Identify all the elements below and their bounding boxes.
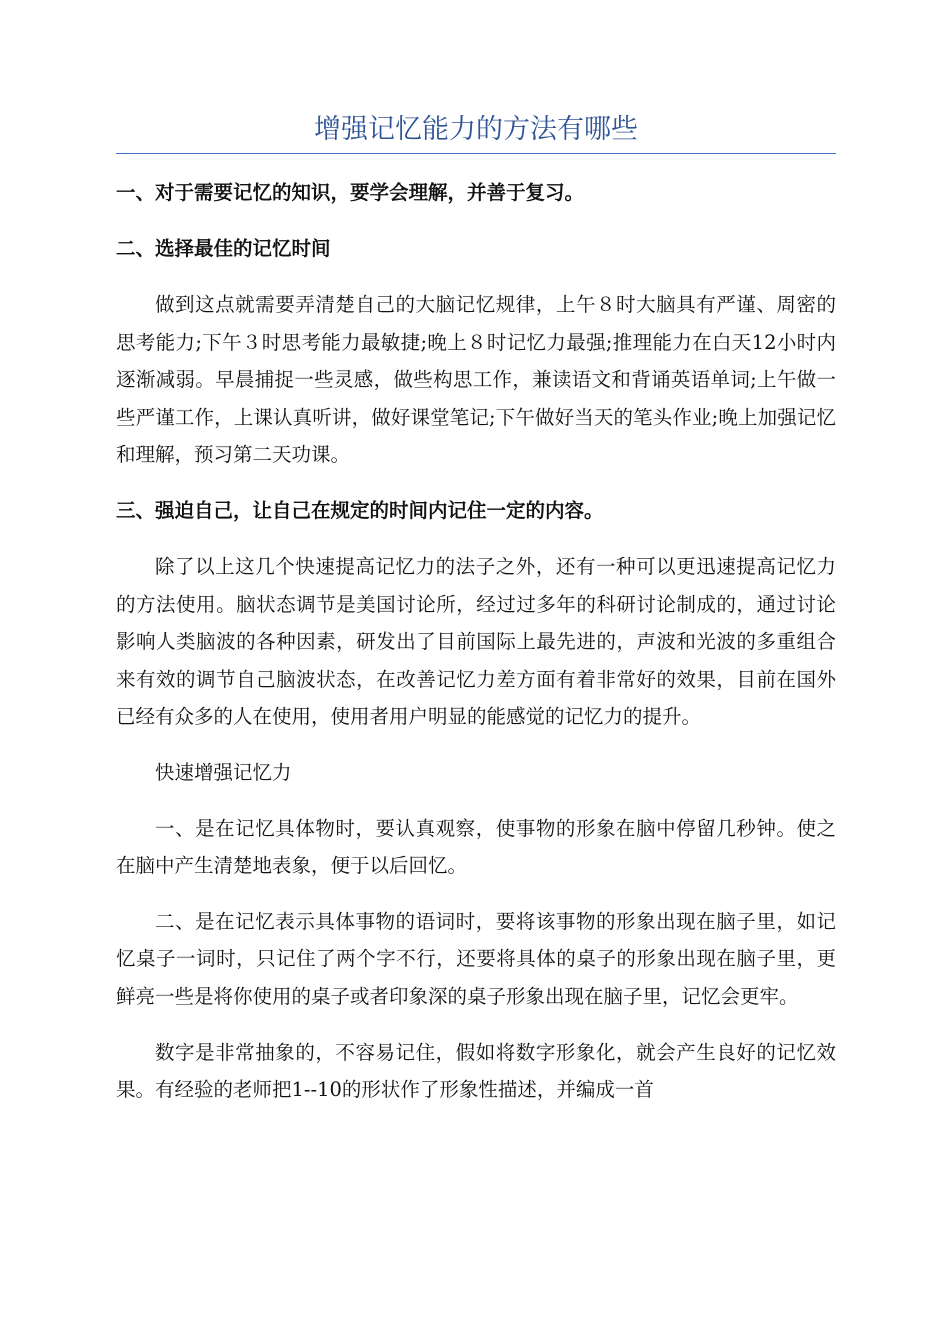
paragraph-subtitle: 快速增强记忆力 <box>155 760 292 784</box>
section-heading-2: 二、选择最佳的记忆时间 <box>116 237 331 260</box>
document-title: 增强记忆能力的方法有哪些 <box>314 114 638 145</box>
document-page <box>116 0 836 1344</box>
title-underline <box>116 153 836 154</box>
paragraph-numbers: 数字是非常抽象的，不容易记住，假如将数字形象化，就会产生良好的记忆效果。有经验的老师把1--10的形状作了形象性描述，并编成一首 <box>116 1040 836 1102</box>
document-body <box>116 174 836 1109</box>
paragraph-brain-state: 除了以上这几个快速提高记忆力的法子之外，还有一种可以更迅速提高记忆力的方法使用。脑状态调节是美国讨论所，经过过多年的科研讨论制成的，通过讨论影响人类脑波的各种因素，研发出了目前国际上最先进的，声波和光波的多重组合来有效的调节自己脑波状态，在改善记忆力差方面有着非常好的效果，目前在国外已经有众多的人在使用，使用者用户明显的能感觉的记忆力的提升。 <box>116 554 836 729</box>
paragraph-method-two: 二、是在记忆表示具体事物的语词时，要将该事物的形象出现在脑子里，如记忆桌子一词时，只记住了两个字不行，还要将具体的桌子的形象出现在脑子里，更鲜亮一些是将你使用的桌子或者印象深的桌子形象出现在脑子里，记忆会更牢。 <box>116 909 836 1008</box>
paragraph-memory-schedule: 做到这点就需要弄清楚自己的大脑记忆规律，上午８时大脑具有严谨、周密的思考能力;下午３时思考能力最敏捷;晚上８时记忆力最强;推理能力在白天12小时内逐渐减弱。早晨捕捉一些灵感，做些构思工作，兼读语文和背诵英语单词;上午做一些严谨工作，上课认真听讲，做好课堂笔记;下午做好当天的笔头作业;晚上加强记忆和理解，预习第二天功课。 <box>116 293 836 467</box>
section-heading-3: 三、强迫自己，让自己在规定的时间内记住一定的内容。 <box>116 498 604 522</box>
section-heading-1: 一、对于需要记忆的知识，要学会理解，并善于复习。 <box>116 181 585 204</box>
paragraph-method-one: 一、是在记忆具体物时，要认真观察，使事物的形象在脑中停留几秒钟。使之在脑中产生清楚地表象，便于以后回忆。 <box>116 816 836 878</box>
